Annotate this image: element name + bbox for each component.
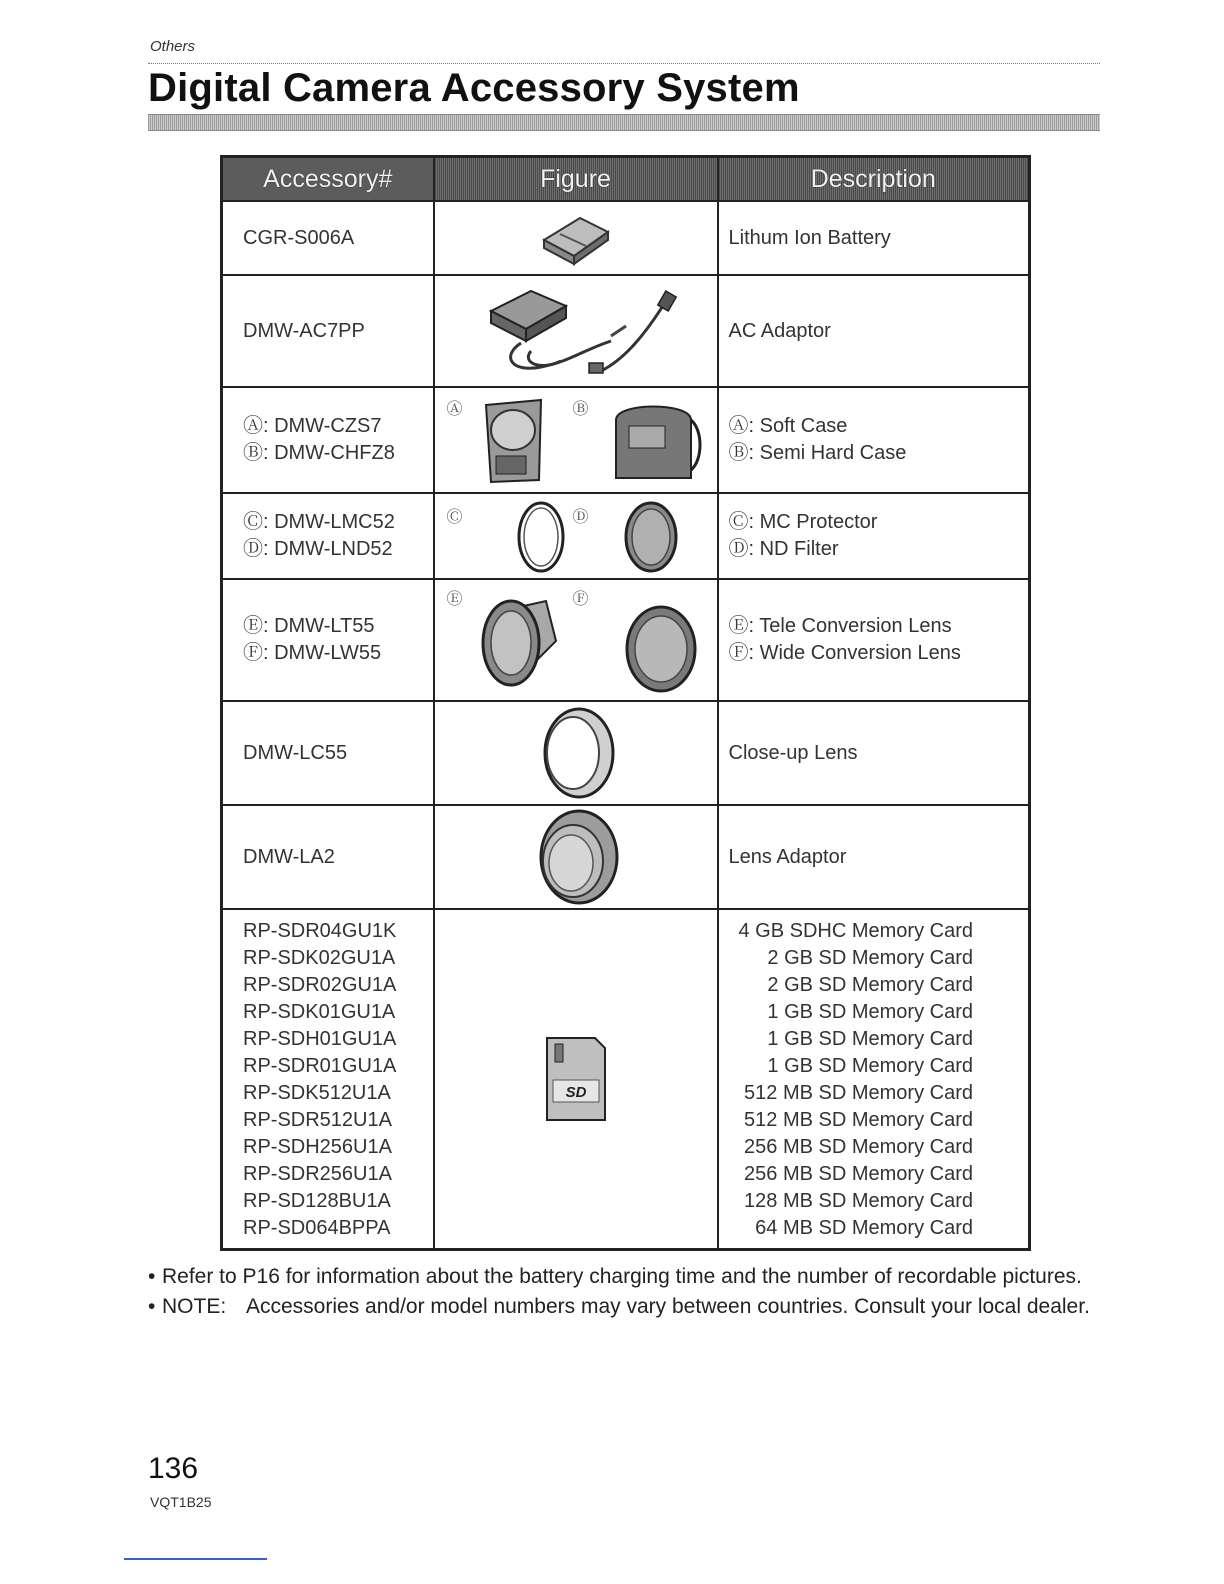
memory-card-models: [222, 909, 434, 1250]
memory-card-description: 2 GB SD Memory Card: [767, 947, 973, 969]
accessory-description: [718, 201, 1030, 275]
column-header-figure: Figure: [434, 157, 718, 202]
accessory-description: [718, 387, 1030, 493]
memory-card-description: 256 MB SD Memory Card: [744, 1163, 973, 1185]
description-line: Lens Adaptor: [728, 845, 847, 868]
figure-cell: [434, 275, 718, 387]
memory-card-description: 1 GB SD Memory Card: [767, 1055, 973, 1077]
memory-card-model: RP-SDR01GU1A: [243, 1055, 397, 1077]
description-line: Ⓔ: Tele Conversion Lens: [728, 615, 952, 637]
figure-letter-a: Ⓐ: [446, 401, 463, 418]
memory-card-description: 128 MB SD Memory Card: [744, 1190, 973, 1212]
note-battery-reference: [148, 1262, 1108, 1292]
top-rule: [148, 63, 1100, 64]
accessory-description: [718, 805, 1030, 909]
memory-card-model: RP-SDK02GU1A: [243, 947, 396, 969]
figure-letter-c: Ⓒ: [446, 509, 463, 526]
model-line: Ⓒ: DMW-LMC52: [243, 511, 395, 533]
memory-card-model: RP-SDR04GU1K: [243, 920, 397, 942]
table-header-row: [222, 157, 1030, 202]
accessory-description: [718, 701, 1030, 805]
description-line: Close-up Lens: [728, 741, 858, 764]
bullet: •: [148, 1295, 156, 1318]
figure-cell: [434, 909, 718, 1250]
memory-card-description: 4 GB SDHC Memory Card: [738, 920, 973, 942]
description-line: Ⓐ: Soft Case: [728, 415, 848, 437]
memory-card-description: 512 MB SD Memory Card: [744, 1109, 973, 1131]
page-number: 136: [148, 1452, 199, 1485]
description-line: Ⓓ: ND Filter: [728, 538, 839, 560]
notes: [148, 1262, 1108, 1322]
table-row: [222, 275, 1030, 387]
figure-cell: [434, 579, 718, 701]
memory-card-description: 1 GB SD Memory Card: [767, 1028, 973, 1050]
model-line: CGR-S006A: [243, 226, 355, 249]
figure-letter-f: Ⓕ: [572, 591, 589, 608]
memory-card-model: RP-SD064BPPA: [243, 1217, 391, 1239]
model-line: Ⓕ: DMW-LW55: [243, 642, 382, 664]
figure-cell: [434, 701, 718, 805]
model-line: DMW-LA2: [243, 845, 335, 868]
memory-card-model: RP-SDH256U1A: [243, 1136, 392, 1158]
figure-cell: [434, 493, 718, 579]
accessory-model: [222, 579, 434, 701]
memory-card-model: RP-SDR256U1A: [243, 1163, 392, 1185]
figure-letter-e: Ⓔ: [446, 591, 463, 608]
table-row: [222, 579, 1030, 701]
title-underline-bar: [148, 114, 1100, 131]
accessory-table: [220, 155, 1031, 1251]
figure-letter-d: Ⓓ: [572, 509, 589, 526]
table-row: [222, 701, 1030, 805]
figure-cell: [434, 805, 718, 909]
sd-card-logo: SD: [565, 1084, 586, 1101]
column-header-accessory: Accessory#: [222, 157, 434, 202]
model-line: Ⓔ: DMW-LT55: [243, 615, 375, 637]
model-line: DMW-AC7PP: [243, 319, 365, 342]
section-label: Others: [150, 38, 196, 55]
description-line: Ⓕ: Wide Conversion Lens: [728, 642, 961, 664]
note-text: Accessories and/or model numbers may vary between countries. Consult your local dealer.: [246, 1295, 1090, 1318]
accessory-description: [718, 579, 1030, 701]
ac-adaptor-figure: [461, 281, 691, 381]
bottom-link-line: [124, 1558, 267, 1560]
table-row: [222, 387, 1030, 493]
memory-card-description: 256 MB SD Memory Card: [744, 1136, 973, 1158]
battery-figure: [516, 206, 636, 270]
model-line: Ⓐ: DMW-CZS7: [243, 415, 382, 437]
memory-card-model: RP-SD128BU1A: [243, 1190, 391, 1212]
document-code: VQT1B25: [150, 1494, 212, 1510]
table-row-memory-cards: [222, 909, 1030, 1250]
description-line: Ⓒ: MC Protector: [728, 511, 878, 533]
accessory-model: [222, 701, 434, 805]
memory-card-descriptions: [718, 909, 1030, 1250]
memory-card-model: RP-SDR02GU1A: [243, 974, 397, 996]
description-line: AC Adaptor: [728, 319, 831, 342]
column-header-description: Description: [718, 157, 1030, 202]
bullet: •: [148, 1265, 156, 1288]
note-text: Refer to P16 for information about the battery charging time and the number of recordable pictures.: [162, 1265, 1082, 1288]
accessory-model: [222, 201, 434, 275]
accessory-model: [222, 805, 434, 909]
memory-card-model: RP-SDK512U1A: [243, 1082, 391, 1104]
figure-cell: [434, 387, 718, 493]
memory-card-description: 512 MB SD Memory Card: [744, 1082, 973, 1104]
memory-card-model: RP-SDH01GU1A: [243, 1028, 397, 1050]
page-title: Digital Camera Accessory System: [148, 66, 800, 110]
model-line: Ⓑ: DMW-CHFZ8: [243, 442, 395, 464]
description-line: Lithum Ion Battery: [728, 226, 891, 249]
accessory-model: [222, 387, 434, 493]
memory-card-description: 1 GB SD Memory Card: [767, 1001, 973, 1023]
lens-adaptor-figure: [521, 807, 631, 907]
memory-card-description: 2 GB SD Memory Card: [767, 974, 973, 996]
figure-cell: [434, 201, 718, 275]
figure-letter-b: Ⓑ: [572, 401, 589, 418]
table-row: [222, 201, 1030, 275]
description-line: Ⓑ: Semi Hard Case: [728, 442, 907, 464]
table-row: [222, 805, 1030, 909]
memory-card-model: RP-SDR512U1A: [243, 1109, 392, 1131]
accessory-model: [222, 493, 434, 579]
accessory-description: [718, 275, 1030, 387]
note-label: NOTE:: [162, 1295, 227, 1318]
sd-card-figure: [541, 1034, 611, 1124]
accessory-description: [718, 493, 1030, 579]
memory-card-description: 64 MB SD Memory Card: [755, 1217, 973, 1239]
closeup-lens-figure: [521, 703, 631, 803]
model-line: Ⓓ: DMW-LND52: [243, 538, 393, 560]
memory-card-model: RP-SDK01GU1A: [243, 1001, 396, 1023]
model-line: DMW-LC55: [243, 741, 348, 764]
accessory-model: [222, 275, 434, 387]
table-row: [222, 493, 1030, 579]
note-model-variation: [148, 1292, 1108, 1322]
